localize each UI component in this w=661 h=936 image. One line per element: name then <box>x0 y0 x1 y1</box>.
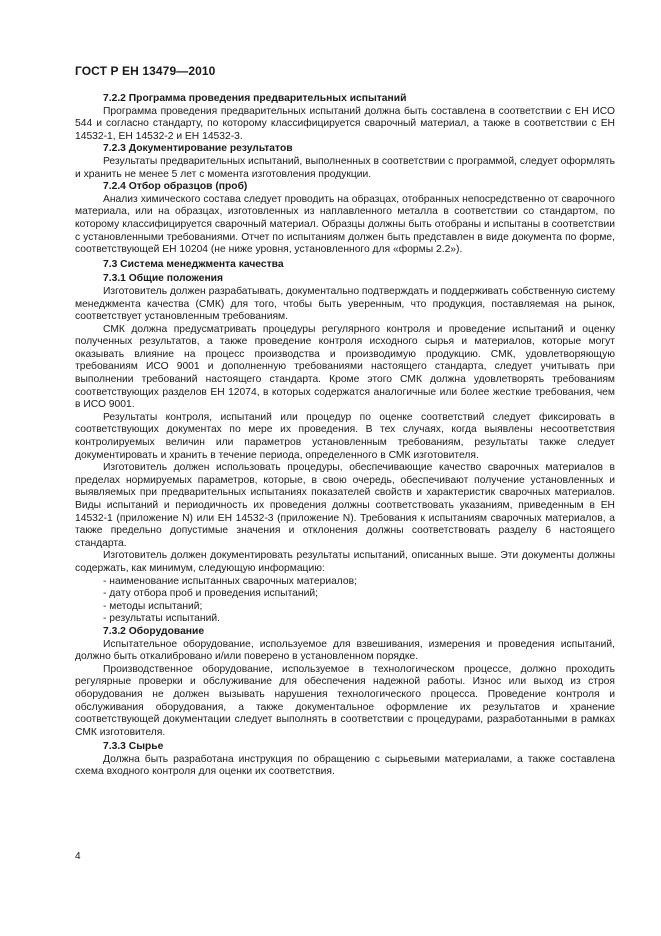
section-heading-7-3: 7.3 Система менеджмента качества <box>103 258 284 270</box>
section-heading-7-3-1: 7.3.1 Общие положения <box>103 273 223 285</box>
list-item: - дату отбора проб и проведения испытаний; <box>103 588 615 601</box>
list-item: - наименование испытанных сварочных материалов; <box>103 576 615 589</box>
paragraph: Изготовитель должен использовать процедуры, обеспечивающие качество сварочных материалов в пределах нормируемых параметров, которые, в свою очередь, обеспечивают получение установленных и выявляемых при предварительных испытаниях показателей свойств и характеристик сварочных материалов. Виды испытаний и периодичность их проведения должны соответствовать указаниям, приведенным в ЕН 14532-1 (приложение N) или ЕН 14532-3 (приложение N). Требования к испытаниям сварочных материалов, а также предельно допустимые значения и отклонения должны соответствовать разделу 6 настоящего стандарта. <box>75 462 615 549</box>
paragraph: СМК должна предусматривать процедуры регулярного контроля и проведение испытаний и оценку полученных результатов, а также проведение контроля исходного сырья и материалов, которые могут оказывать влияние на процесс производства и производимую продукцию. СМК, удовлетворяющую требованиям ИСО 9001 и дополненную требованиями настоящего стандарта, следует учитывать при выполнении требований настоящего стандарта. Кроме этого СМК должна удовлетворять требованиям соответствующих разделов ЕН 12074, в которых содержатся аналогичные или более жесткие требования, чем в ИСО 9001. <box>75 323 615 411</box>
list-item: - результаты испытаний. <box>103 613 615 626</box>
standard-header: ГОСТ Р ЕН 13479—2010 <box>75 64 216 78</box>
paragraph: Изготовитель должен разрабатывать, документально подтверждать и поддерживать собственную систему менеджмента качества (СМК) для того, чтобы быть уверенным, что продукция, поставляемая на рынок, соответствует установленным требованиям. <box>75 285 615 323</box>
paragraph: Анализ химического состава следует проводить на образцах, отобранных непосредственно от сварочного материала, или на образцах, изготовленных из наплавленного металла в соответствии со стандартом, по которому классифицируется сварочный материал. Образцы должны быть отобраны и испытаны в соответствии с установленными требованиями. Отчет по испытаниям должен быть представлен в виде документа по форме, соответствующей ЕН 10204 (не ниже уровня, установленного для «формы 2.2»). <box>75 193 615 256</box>
section-heading-7-3-2: 7.3.2 Оборудование <box>103 625 205 637</box>
section-heading-7-2-3: 7.2.3 Документирование результатов <box>103 143 293 155</box>
paragraph: Результаты контроля, испытаний или процедур по оценке соответствий следует фиксировать в соответствующих документах по мере их проведения. В тех случаях, когда выявлены несоответствия контролируемых величин или параметров установленным требованиям, результаты также следует документировать и хранить в течение периода, определенного в СМК изготовителя. <box>75 411 615 461</box>
paragraph: Результаты предварительных испытаний, выполненных в соответствии с программой, следует оформлять и хранить не менее 5 лет с момента изготовления продукции. <box>75 155 615 180</box>
section-heading-7-2-4: 7.2.4 Отбор образцов (проб) <box>103 181 248 193</box>
paragraph: Изготовитель должен документировать результаты испытаний, описанных выше. Эти документы должны содержать, как минимум, следующую информацию: <box>75 550 615 574</box>
page-number: 4 <box>75 851 81 862</box>
section-heading-7-2-2: 7.2.2 Программа проведения предварительных испытаний <box>103 93 407 104</box>
paragraph: Производственное оборудование, используемое в технологическом процессе, должно проходить регулярные проверки и обслуживание для обеспечения надежной работы. Износ или выход из строя оборудования не должен вызывать нарушения технологического процесса. Проведение контроля и обслуживания оборудования, а также документальное оформление их результатов и хранение соответствующей документации следует выполнять в соответствии с процедурами, разработанными в рамках СМК изготовителя. <box>75 663 615 738</box>
paragraph: Должна быть разработана инструкция по обращению с сырьевыми материалами, а также составлена схема входного контроля для оценки их соответствия. <box>75 753 615 778</box>
paragraph: Испытательное оборудование, используемое для взвешивания, измерения и проведения испытаний, должно быть откалибровано и/или поверено в установленном порядке. <box>75 638 615 663</box>
section-heading-7-3-3: 7.3.3 Сырье <box>103 741 164 753</box>
paragraph: Программа проведения предварительных испытаний должна быть составлена в соответствии с ЕН ИСО 544 и согласно стандарту, по которому классифицируется сварочный материал, а также в соответствии с ЕН 14532-1, ЕН 14532-2 и ЕН 14532-3. <box>75 105 615 142</box>
document-body <box>75 93 615 779</box>
info-list <box>75 576 615 626</box>
list-item: - методы испытаний; <box>103 601 615 614</box>
